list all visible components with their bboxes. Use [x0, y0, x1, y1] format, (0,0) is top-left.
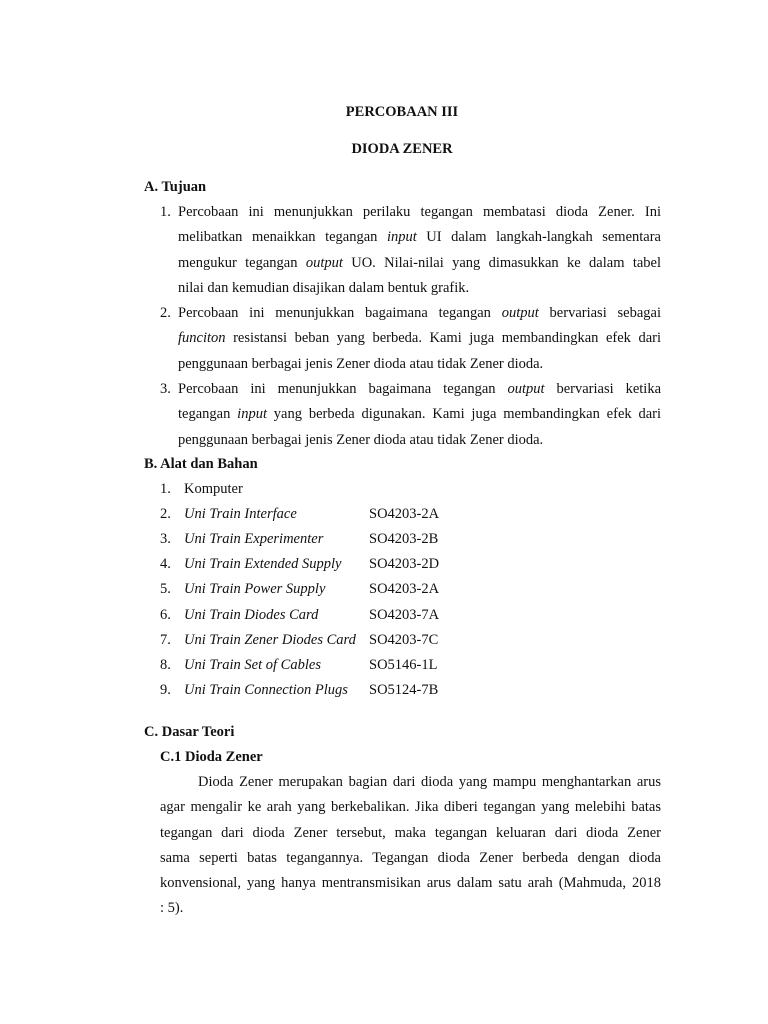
theory-line: konvensional, yang hanya mentransmisikan arus dalam satu arah (Mahmuda, 2018 — [160, 875, 661, 892]
theory-line: Dioda Zener merupakan bagian dari dioda yang mampu menghantarkan arus — [198, 774, 661, 790]
equipment-code: SO4203-7A — [369, 606, 440, 623]
objective-line: penggunaan berbagai jenis Zener dioda atau tidak Zener dioda. — [178, 431, 544, 448]
equipment-name: Uni Train Diodes Card — [184, 606, 319, 623]
objective-text — [178, 377, 661, 453]
equipment-code: SO4203-2A — [369, 506, 440, 523]
section-b-heading: B. Alat dan Bahan — [144, 456, 258, 472]
objective-line: Percobaan ini menunjukkan bagaimana tegangan output bervariasi ketika — [178, 381, 662, 397]
theory-line: sama seperti batas tegangannya. Tegangan dioda Zener berbeda dengan dioda — [160, 849, 661, 866]
equipment-number: 5. — [160, 581, 171, 598]
equipment-name: Komputer — [184, 481, 243, 497]
equipment-name: Uni Train Zener Diodes Card — [184, 631, 356, 648]
equipment-code: SO5146-1L — [369, 656, 438, 673]
equipment-number: 2. — [160, 506, 171, 523]
equipment-number: 1. — [160, 481, 171, 497]
theory-line: tegangan dari dioda Zener tersebut, maka tegangan keluaran dari dioda Zener — [160, 824, 661, 841]
equipment-code: SO4203-2B — [369, 531, 439, 548]
equipment-number: 9. — [160, 681, 171, 698]
objective-line: funciton resistansi beban yang berbeda. Kami juga membandingkan efek dari — [178, 330, 661, 347]
section-c-heading: C. Dasar Teori — [144, 724, 235, 740]
equipment-name: Uni Train Set of Cables — [184, 656, 321, 673]
section-c1-heading: C.1 Dioda Zener — [160, 749, 263, 765]
objective-line: tegangan input yang berbeda digunakan. Kami juga membandingkan efek dari — [178, 406, 661, 423]
equipment-name: Uni Train Interface — [184, 506, 297, 523]
document-subtitle: DIODA ZENER — [351, 141, 453, 157]
equipment-code: SO5124-7B — [369, 681, 439, 698]
equipment-name: Uni Train Extended Supply — [184, 556, 342, 573]
document-title: PERCOBAAN III — [345, 104, 459, 120]
equipment-number: 6. — [160, 606, 171, 623]
equipment-number: 3. — [160, 531, 171, 548]
equipment-code: SO4203-2A — [369, 581, 440, 598]
equipment-number: 4. — [160, 556, 171, 573]
theory-line: agar mengalir ke arah yang berkebalikan. Jika diberi tegangan yang melebihi batas — [160, 799, 661, 816]
equipment-number: 8. — [160, 656, 171, 673]
objective-line: melibatkan menaikkan tegangan input UI dalam langkah-langkah sementara — [178, 229, 661, 246]
objective-text — [178, 301, 661, 377]
objective-number: 3. — [160, 381, 171, 397]
objective-line: Percobaan ini menunjukkan perilaku tegangan membatasi dioda Zener. Ini — [178, 204, 661, 220]
objective-line: nilai dan kemudian disajikan dalam bentuk grafik. — [178, 279, 470, 296]
equipment-name: Uni Train Connection Plugs — [184, 681, 348, 698]
theory-line: : 5). — [160, 900, 184, 917]
objective-line: mengukur tegangan output UO. Nilai-nilai yang dimasukkan ke dalam tabel — [178, 254, 661, 271]
equipment-code: SO4203-7C — [369, 631, 439, 648]
equipment-name: Uni Train Power Supply — [184, 581, 326, 598]
objective-number: 1. — [160, 204, 171, 220]
objective-number: 2. — [160, 305, 171, 321]
objective-text — [178, 200, 661, 301]
objective-line: penggunaan berbagai jenis Zener dioda atau tidak Zener dioda. — [178, 355, 544, 372]
objective-line: Percobaan ini menunjukkan bagaimana tegangan output bervariasi sebagai — [178, 305, 661, 321]
section-a-heading: A. Tujuan — [144, 179, 207, 195]
equipment-code: SO4203-2D — [369, 556, 440, 573]
equipment-name: Uni Train Experimenter — [184, 531, 324, 548]
section-c1-paragraph — [160, 770, 661, 922]
equipment-number: 7. — [160, 631, 171, 648]
